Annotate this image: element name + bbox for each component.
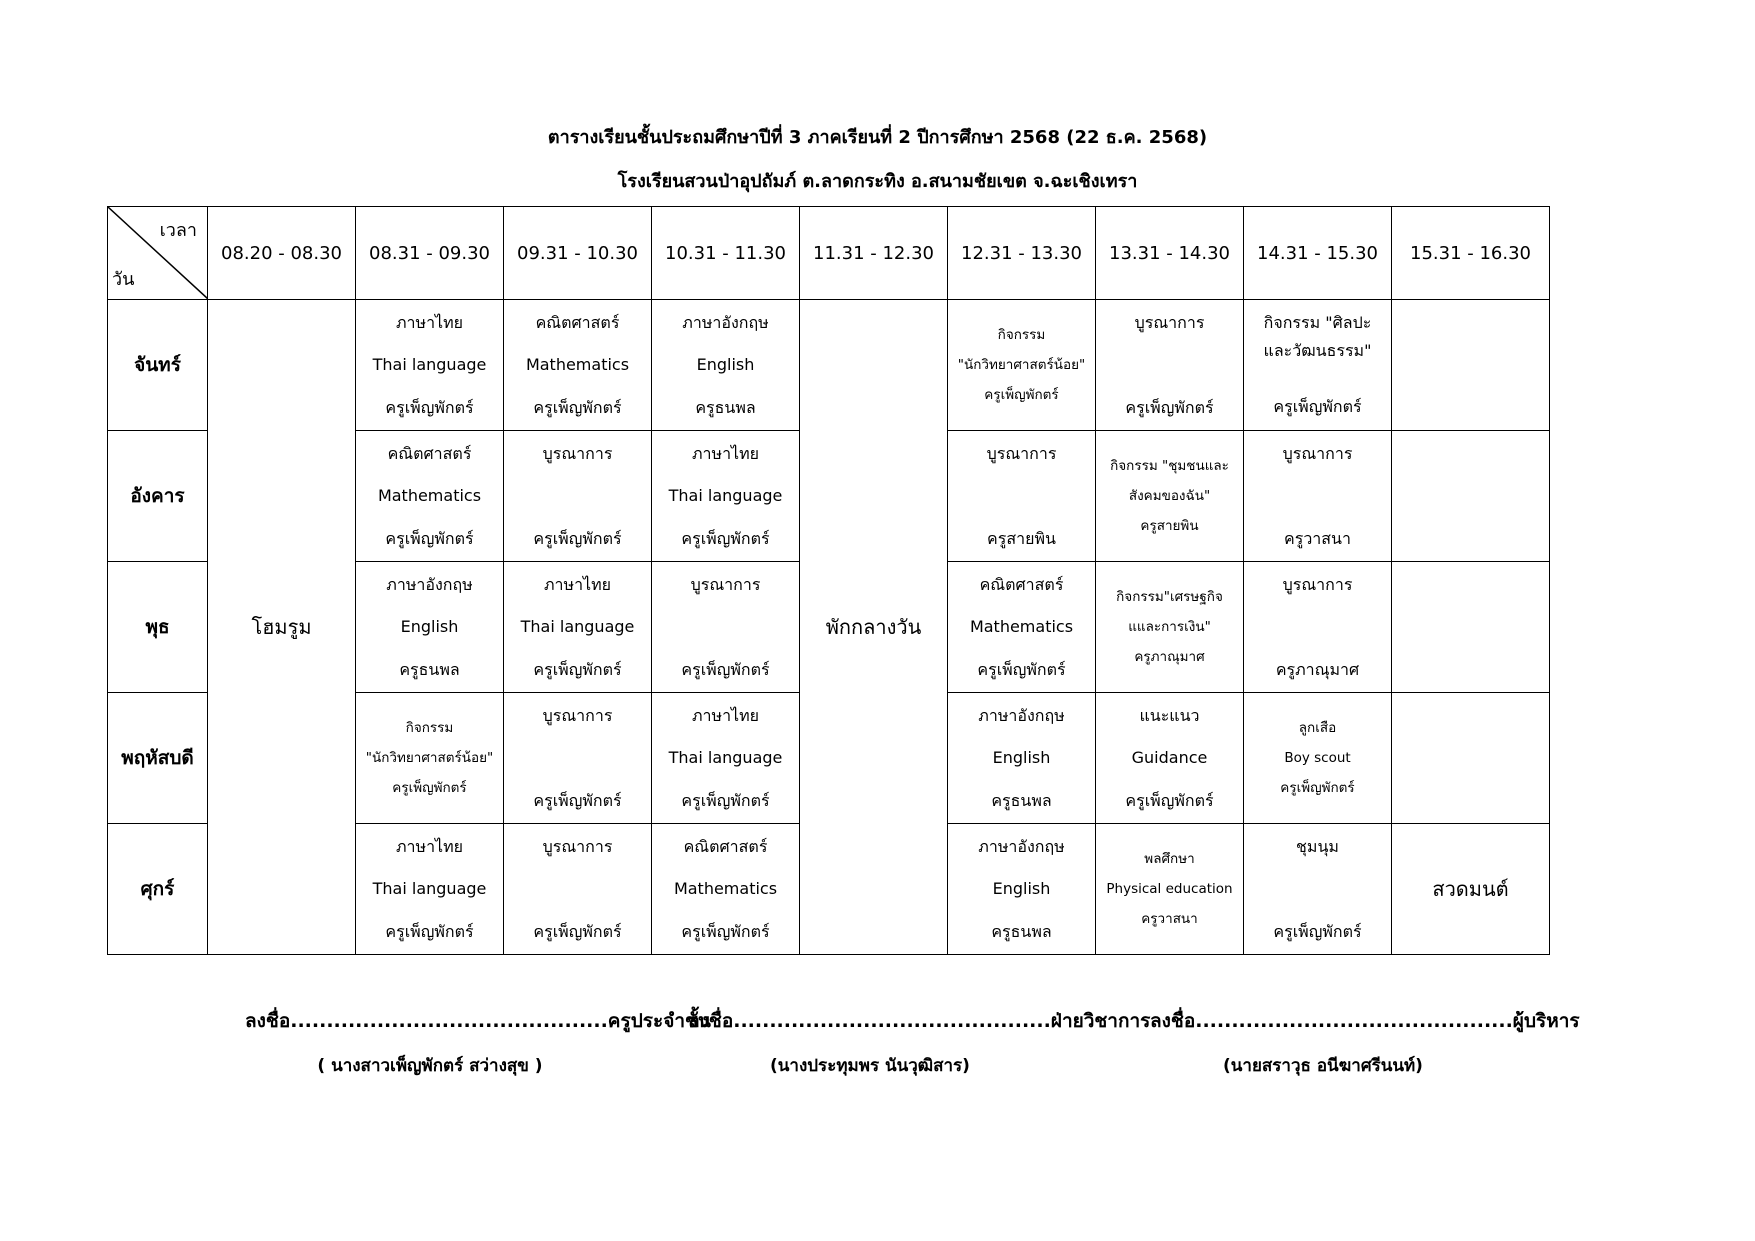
schedule-cell bbox=[1096, 300, 1244, 431]
day-label: พุธ bbox=[108, 562, 208, 693]
cell-line bbox=[1468, 444, 1473, 464]
schedule-cell bbox=[1096, 431, 1244, 562]
cell-line: ครูเพ็ญพักตร์ bbox=[681, 659, 770, 679]
cell-line: คณิตศาสตร์ bbox=[979, 574, 1064, 594]
schedule-cell bbox=[356, 693, 504, 824]
cell-line bbox=[575, 748, 580, 768]
schedule-cell bbox=[652, 824, 800, 955]
cell-line: บูรณาการ bbox=[542, 836, 613, 856]
cell-line: แนะแนว bbox=[1139, 705, 1200, 725]
cell-line: คณิตศาสตร์ bbox=[387, 443, 472, 463]
cell-line: ครูเพ็ญพักตร์ bbox=[533, 790, 622, 810]
cell-line: กิจกรรม "ศิลปะ bbox=[1263, 312, 1372, 332]
schedule-cell bbox=[1244, 824, 1392, 955]
cell-line: English bbox=[992, 748, 1051, 767]
cell-line: บูรณาการ bbox=[1282, 574, 1353, 594]
schedule-cell bbox=[1096, 824, 1244, 955]
cell-line: ครูภาณุมาศ bbox=[1275, 659, 1360, 679]
signature-line: ลงชื่อ............................................ผู้บริหาร bbox=[1150, 1010, 1580, 1032]
time-header: 15.31 - 16.30 bbox=[1392, 207, 1550, 300]
cell-line: ครูเพ็ญพักตร์ bbox=[681, 528, 770, 548]
time-header: 08.20 - 08.30 bbox=[208, 207, 356, 300]
cell-line: ภาษาไทย bbox=[543, 574, 612, 594]
cell-line: บูรณาการ bbox=[1134, 312, 1205, 332]
cell-line: ครูธนพล bbox=[991, 921, 1052, 941]
schedule-cell bbox=[1392, 562, 1550, 693]
cell-line bbox=[1468, 706, 1473, 726]
cell-line: ครูธนพล bbox=[991, 790, 1052, 810]
schedule-cell bbox=[1392, 693, 1550, 824]
cell-line: บูรณาการ bbox=[542, 443, 613, 463]
cell-line: ครูเพ็ญพักตร์ bbox=[533, 921, 622, 941]
cell-line: คณิตศาสตร์ bbox=[683, 836, 768, 856]
cell-line: ครูเพ็ญพักตร์ bbox=[1125, 790, 1214, 810]
cell-line: ครูธนพล bbox=[695, 397, 756, 417]
cell-line: Physical education bbox=[1106, 881, 1233, 897]
cell-line: ชุมนุม bbox=[1296, 836, 1339, 856]
schedule-cell bbox=[504, 693, 652, 824]
cell-line: Mathematics bbox=[525, 355, 630, 374]
cell-line: Guidance bbox=[1131, 748, 1208, 767]
cell-line: ภาษาไทย bbox=[691, 705, 760, 725]
cell-line: ภาษาอังกฤษ bbox=[978, 705, 1065, 725]
day-label: ศุกร์ bbox=[108, 824, 208, 955]
schedule-cell bbox=[504, 300, 652, 431]
corner-cell bbox=[108, 207, 208, 300]
schedule-cell bbox=[504, 431, 652, 562]
corner-day-label: วัน bbox=[112, 269, 135, 290]
schedule-cell bbox=[948, 562, 1096, 693]
cell-line: Mathematics bbox=[377, 486, 482, 505]
time-header: 10.31 - 11.30 bbox=[652, 207, 800, 300]
cell-line: แและการเงิน" bbox=[1128, 619, 1211, 635]
cell-line: ครูเพ็ญพักตร์ bbox=[681, 790, 770, 810]
schedule-cell bbox=[1244, 693, 1392, 824]
cell-line: ครูเพ็ญพักตร์ bbox=[533, 528, 622, 548]
cell-line bbox=[1468, 575, 1473, 595]
cell-line bbox=[575, 879, 580, 899]
cell-line bbox=[575, 486, 580, 506]
schedule-cell bbox=[356, 824, 504, 955]
cell-line: กิจกรรม bbox=[997, 327, 1046, 343]
corner-time-label: เวลา bbox=[159, 220, 197, 241]
signature-name: (นางประทุมพร นันวุฒิสาร) bbox=[770, 1056, 970, 1076]
cell-line: ครูวาสนา bbox=[1141, 911, 1198, 927]
cell-line: ครูเพ็ญพักตร์ bbox=[984, 387, 1059, 403]
cell-line: Mathematics bbox=[969, 617, 1074, 636]
signature-line: ลงชื่อ............................................ฝ่ายวิชาการ bbox=[688, 1010, 1151, 1032]
day-label: จันทร์ bbox=[108, 300, 208, 431]
cell-line: ลูกเสือ bbox=[1298, 720, 1337, 736]
cell-line: ครูสายพิน bbox=[1140, 518, 1199, 534]
cell-line: ครูเพ็ญพักตร์ bbox=[1125, 397, 1214, 417]
schedule-cell bbox=[652, 562, 800, 693]
cell-line: Thai language bbox=[372, 355, 487, 374]
cell-line: ภาษาอังกฤษ bbox=[386, 574, 473, 594]
time-header: 13.31 - 14.30 bbox=[1096, 207, 1244, 300]
schedule-cell bbox=[948, 824, 1096, 955]
cell-line: สังคมของฉัน" bbox=[1128, 488, 1211, 504]
schedule-cell bbox=[1096, 693, 1244, 824]
cell-line: ครูเพ็ญพักตร์ bbox=[1273, 397, 1362, 417]
cell-line: กิจกรรม bbox=[405, 720, 454, 736]
cell-line bbox=[1468, 313, 1473, 333]
cell-line: ภาษาอังกฤษ bbox=[978, 836, 1065, 856]
cell-line: ครูเพ็ญพักตร์ bbox=[681, 921, 770, 941]
cell-line: "นักวิทยาศาสตร์น้อย" bbox=[365, 750, 494, 766]
cell-line: Thai language bbox=[520, 617, 635, 636]
cell-line: บูรณาการ bbox=[542, 705, 613, 725]
cell-line: ครูภาณุมาศ bbox=[1134, 649, 1205, 665]
cell-line: กิจกรรม "ชุมชนและ bbox=[1110, 458, 1229, 474]
schedule-cell bbox=[948, 693, 1096, 824]
cell-line: ครูเพ็ญพักตร์ bbox=[533, 397, 622, 417]
cell-line: Thai language bbox=[668, 486, 783, 505]
cell-line: ภาษาไทย bbox=[395, 836, 464, 856]
cell-line: ครูเพ็ญพักตร์ bbox=[977, 659, 1066, 679]
cell-line: บูรณาการ bbox=[986, 443, 1057, 463]
schedule-cell bbox=[1244, 431, 1392, 562]
cell-line: และวัฒนธรรม" bbox=[1263, 340, 1372, 360]
cell-line bbox=[1315, 879, 1320, 899]
schedule-cell bbox=[1392, 431, 1550, 562]
signature-line: ลงชื่อ............................................ครูประจำชั้น bbox=[245, 1010, 711, 1032]
schedule-cell bbox=[504, 562, 652, 693]
schedule-cell bbox=[652, 431, 800, 562]
timetable bbox=[107, 206, 1550, 955]
cell-line bbox=[723, 617, 728, 637]
time-header: 09.31 - 10.30 bbox=[504, 207, 652, 300]
cell-line: พลศึกษา bbox=[1144, 851, 1195, 867]
lunch-cell: พักกลางวัน bbox=[800, 300, 948, 955]
cell-line bbox=[1019, 486, 1024, 506]
schedule-cell bbox=[504, 824, 652, 955]
cell-line: ครูเพ็ญพักตร์ bbox=[385, 921, 474, 941]
schedule-cell bbox=[356, 562, 504, 693]
schedule-cell bbox=[1096, 562, 1244, 693]
cell-line: English bbox=[696, 355, 755, 374]
schedule-cell: สวดมนต์ bbox=[1392, 824, 1550, 955]
schedule-cell bbox=[1392, 300, 1550, 431]
schedule-cell bbox=[652, 300, 800, 431]
cell-line: ครูเพ็ญพักตร์ bbox=[533, 659, 622, 679]
cell-line: Thai language bbox=[668, 748, 783, 767]
cell-line: ครูเพ็ญพักตร์ bbox=[1280, 780, 1355, 796]
day-label: พฤหัสบดี bbox=[108, 693, 208, 824]
cell-line: ครูเพ็ญพักตร์ bbox=[385, 528, 474, 548]
cell-line: ครูเพ็ญพักตร์ bbox=[385, 397, 474, 417]
cell-line: กิจกรรม"เศรษฐกิจ bbox=[1116, 589, 1223, 605]
time-header: 12.31 - 13.30 bbox=[948, 207, 1096, 300]
cell-line: Thai language bbox=[372, 879, 487, 898]
schedule-cell bbox=[356, 300, 504, 431]
schedule-cell bbox=[356, 431, 504, 562]
title-line-2: โรงเรียนสวนป่าอุปถัมภ์ ต.ลาดกระทิง อ.สนามชัยเขต จ.ฉะเชิงเทรา bbox=[617, 171, 1138, 192]
schedule-cell bbox=[948, 431, 1096, 562]
cell-line: บูรณาการ bbox=[1282, 443, 1353, 463]
cell-line bbox=[1315, 486, 1320, 506]
cell-line bbox=[1315, 369, 1320, 389]
signature-name: (นายสราวุธ อนีฆาศรีนนท์) bbox=[1223, 1056, 1423, 1076]
cell-line: ภาษาอังกฤษ bbox=[682, 312, 769, 332]
cell-line: คณิตศาสตร์ bbox=[535, 312, 620, 332]
signature-name: ( นางสาวเพ็ญพักตร์ สว่างสุข ) bbox=[317, 1056, 543, 1076]
day-label: อังคาร bbox=[108, 431, 208, 562]
cell-line bbox=[1315, 617, 1320, 637]
cell-line: ภาษาไทย bbox=[691, 443, 760, 463]
time-header: 14.31 - 15.30 bbox=[1244, 207, 1392, 300]
cell-line: Boy scout bbox=[1284, 750, 1351, 766]
schedule-cell bbox=[652, 693, 800, 824]
cell-line: บูรณาการ bbox=[690, 574, 761, 594]
time-header: 08.31 - 09.30 bbox=[356, 207, 504, 300]
cell-line: Mathematics bbox=[673, 879, 778, 898]
title-line-1: ตารางเรียนชั้นประถมศึกษาปีที่ 3 ภาคเรียนที่ 2 ปีการศึกษา 2568 (22 ธ.ค. 2568) bbox=[547, 127, 1208, 148]
cell-line: ภาษาไทย bbox=[395, 312, 464, 332]
cell-line: ครูสายพิน bbox=[987, 528, 1056, 548]
cell-line: "นักวิทยาศาสตร์น้อย" bbox=[957, 357, 1086, 373]
cell-line: English bbox=[400, 617, 459, 636]
cell-line: ครูเพ็ญพักตร์ bbox=[1273, 921, 1362, 941]
schedule-cell bbox=[948, 300, 1096, 431]
cell-line: ครูวาสนา bbox=[1284, 528, 1351, 548]
time-header: 11.31 - 12.30 bbox=[800, 207, 948, 300]
cell-line: English bbox=[992, 879, 1051, 898]
cell-line: ครูเพ็ญพักตร์ bbox=[392, 780, 467, 796]
cell-line: ครูธนพล bbox=[399, 659, 460, 679]
schedule-cell bbox=[1244, 562, 1392, 693]
homeroom-cell: โฮมรูม bbox=[208, 300, 356, 955]
schedule-cell bbox=[1244, 300, 1392, 431]
cell-line bbox=[1167, 355, 1172, 375]
